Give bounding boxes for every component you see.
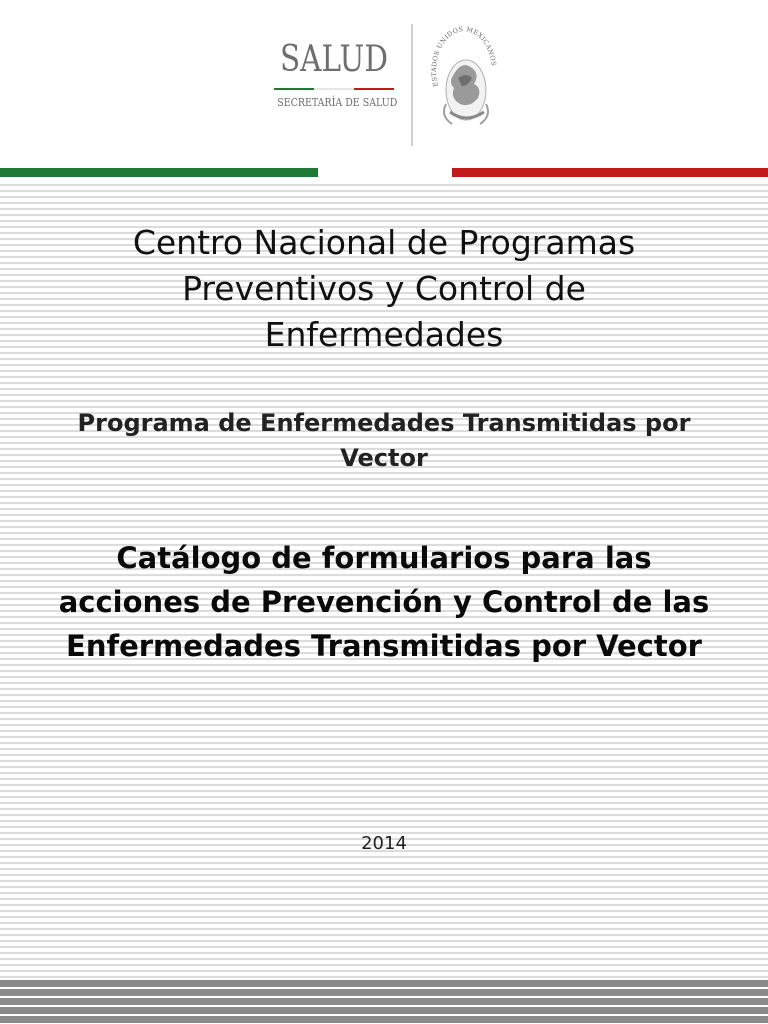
logo-word: SALUD	[279, 39, 389, 80]
program-subtitle: Programa de Enfermedades Transmitidas por Vector	[77, 409, 691, 472]
national-seal-icon	[428, 24, 500, 144]
salud-logo	[268, 40, 400, 130]
flag-stripe-white	[318, 168, 452, 177]
logo-tricolor-rule	[274, 88, 394, 90]
logo-subtitle: SECRETARÍA DE SALUD	[277, 96, 398, 109]
logo-divider	[411, 24, 413, 146]
document-title: Catálogo de formularios para las acciones de Prevención y Control de las Enfermedades Transmitidas por Vector	[58, 541, 710, 663]
organization-title: Centro Nacional de Programas Preventivos y Control de Enfermedades	[132, 223, 636, 354]
flag-stripe-red	[452, 168, 768, 177]
page-header	[0, 0, 768, 168]
footer-bars	[0, 980, 768, 1024]
flag-stripe-green	[0, 168, 318, 177]
seal-text: ESTADOS UNIDOS MEXICANOS	[429, 25, 498, 88]
publication-year: 2014	[361, 833, 407, 854]
